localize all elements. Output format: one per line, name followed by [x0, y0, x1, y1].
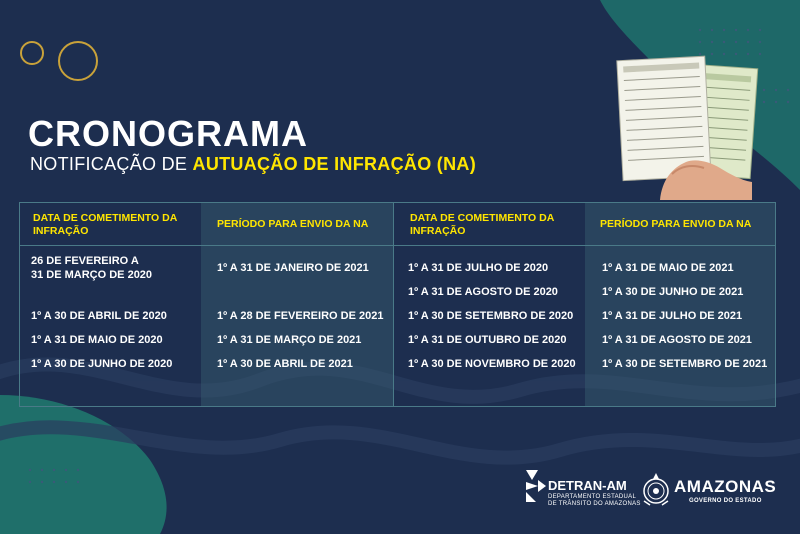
- column-header-1: DATA DE COMETIMENTO DA INFRAÇÃO: [33, 212, 177, 237]
- schedule-table: [19, 202, 776, 407]
- documents-in-hand-icon: [612, 50, 762, 200]
- detran-subtitle-line1: DEPARTAMENTO ESTADUAL: [548, 494, 637, 500]
- column-header-3: DATA DE COMETIMENTO DA INFRAÇÃO: [410, 212, 554, 237]
- table-cell: 1º A 30 DE SETEMBRO DE 2020: [408, 310, 574, 322]
- table-cell: 1º A 31 DE MAIO DE 2021: [602, 262, 734, 274]
- page-title: CRONOGRAMA: [28, 113, 308, 154]
- table-cell: 1º A 31 DE JULHO DE 2020: [408, 262, 549, 274]
- table-cell: 1º A 31 DE OUTUBRO DE 2020: [408, 334, 567, 346]
- table-cell: 26 DE FEVEREIRO A: [31, 255, 139, 267]
- amazonas-subtitle: GOVERNO DO ESTADO: [689, 498, 762, 504]
- table-cell: 1º A 31 DE AGOSTO DE 2020: [408, 286, 558, 298]
- detran-subtitle-line2: DE TRÂNSITO DO AMAZONAS: [548, 501, 641, 507]
- subtitle-plain: NOTIFICAÇÃO DE: [30, 154, 193, 174]
- table-cell: 31 DE MARÇO DE 2020: [31, 269, 153, 281]
- page-subtitle: [30, 154, 476, 175]
- table-cell: 1º A 30 DE ABRIL DE 2021: [217, 358, 353, 370]
- table-cell: 1º A 30 DE JUNHO DE 2021: [602, 286, 744, 298]
- table-cell: 1º A 31 DE AGOSTO DE 2021: [602, 334, 752, 346]
- table-cell: 1º A 31 DE JULHO DE 2021: [602, 310, 743, 322]
- column-header-4: PERÍODO PARA ENVIO DA NA: [600, 218, 752, 230]
- column-header-2: PERÍODO PARA ENVIO DA NA: [217, 218, 369, 230]
- amazonas-seal-icon: [640, 471, 672, 507]
- table-cell: 1º A 30 DE SETEMBRO DE 2021: [602, 358, 768, 370]
- detran-logo-icon: [524, 468, 548, 504]
- table-cell: 1º A 28 DE FEVEREIRO DE 2021: [217, 310, 384, 322]
- table-cell: 1º A 31 DE MARÇO DE 2021: [217, 334, 362, 346]
- table-cell: 1º A 31 DE JANEIRO DE 2021: [217, 262, 369, 274]
- table-cell: 1º A 30 DE ABRIL DE 2020: [31, 310, 167, 322]
- table-cell: 1º A 30 DE JUNHO DE 2020: [31, 358, 173, 370]
- decorative-rings-icon: [21, 42, 97, 80]
- detran-name: DETRAN-AM: [548, 478, 627, 493]
- subtitle-highlight: AUTUAÇÃO DE INFRAÇÃO (NA): [192, 154, 476, 174]
- table-cell: 1º A 30 DE NOVEMBRO DE 2020: [408, 358, 576, 370]
- table-cell: 1º A 31 DE MAIO DE 2020: [31, 334, 163, 346]
- amazonas-name: AMAZONAS: [674, 477, 777, 496]
